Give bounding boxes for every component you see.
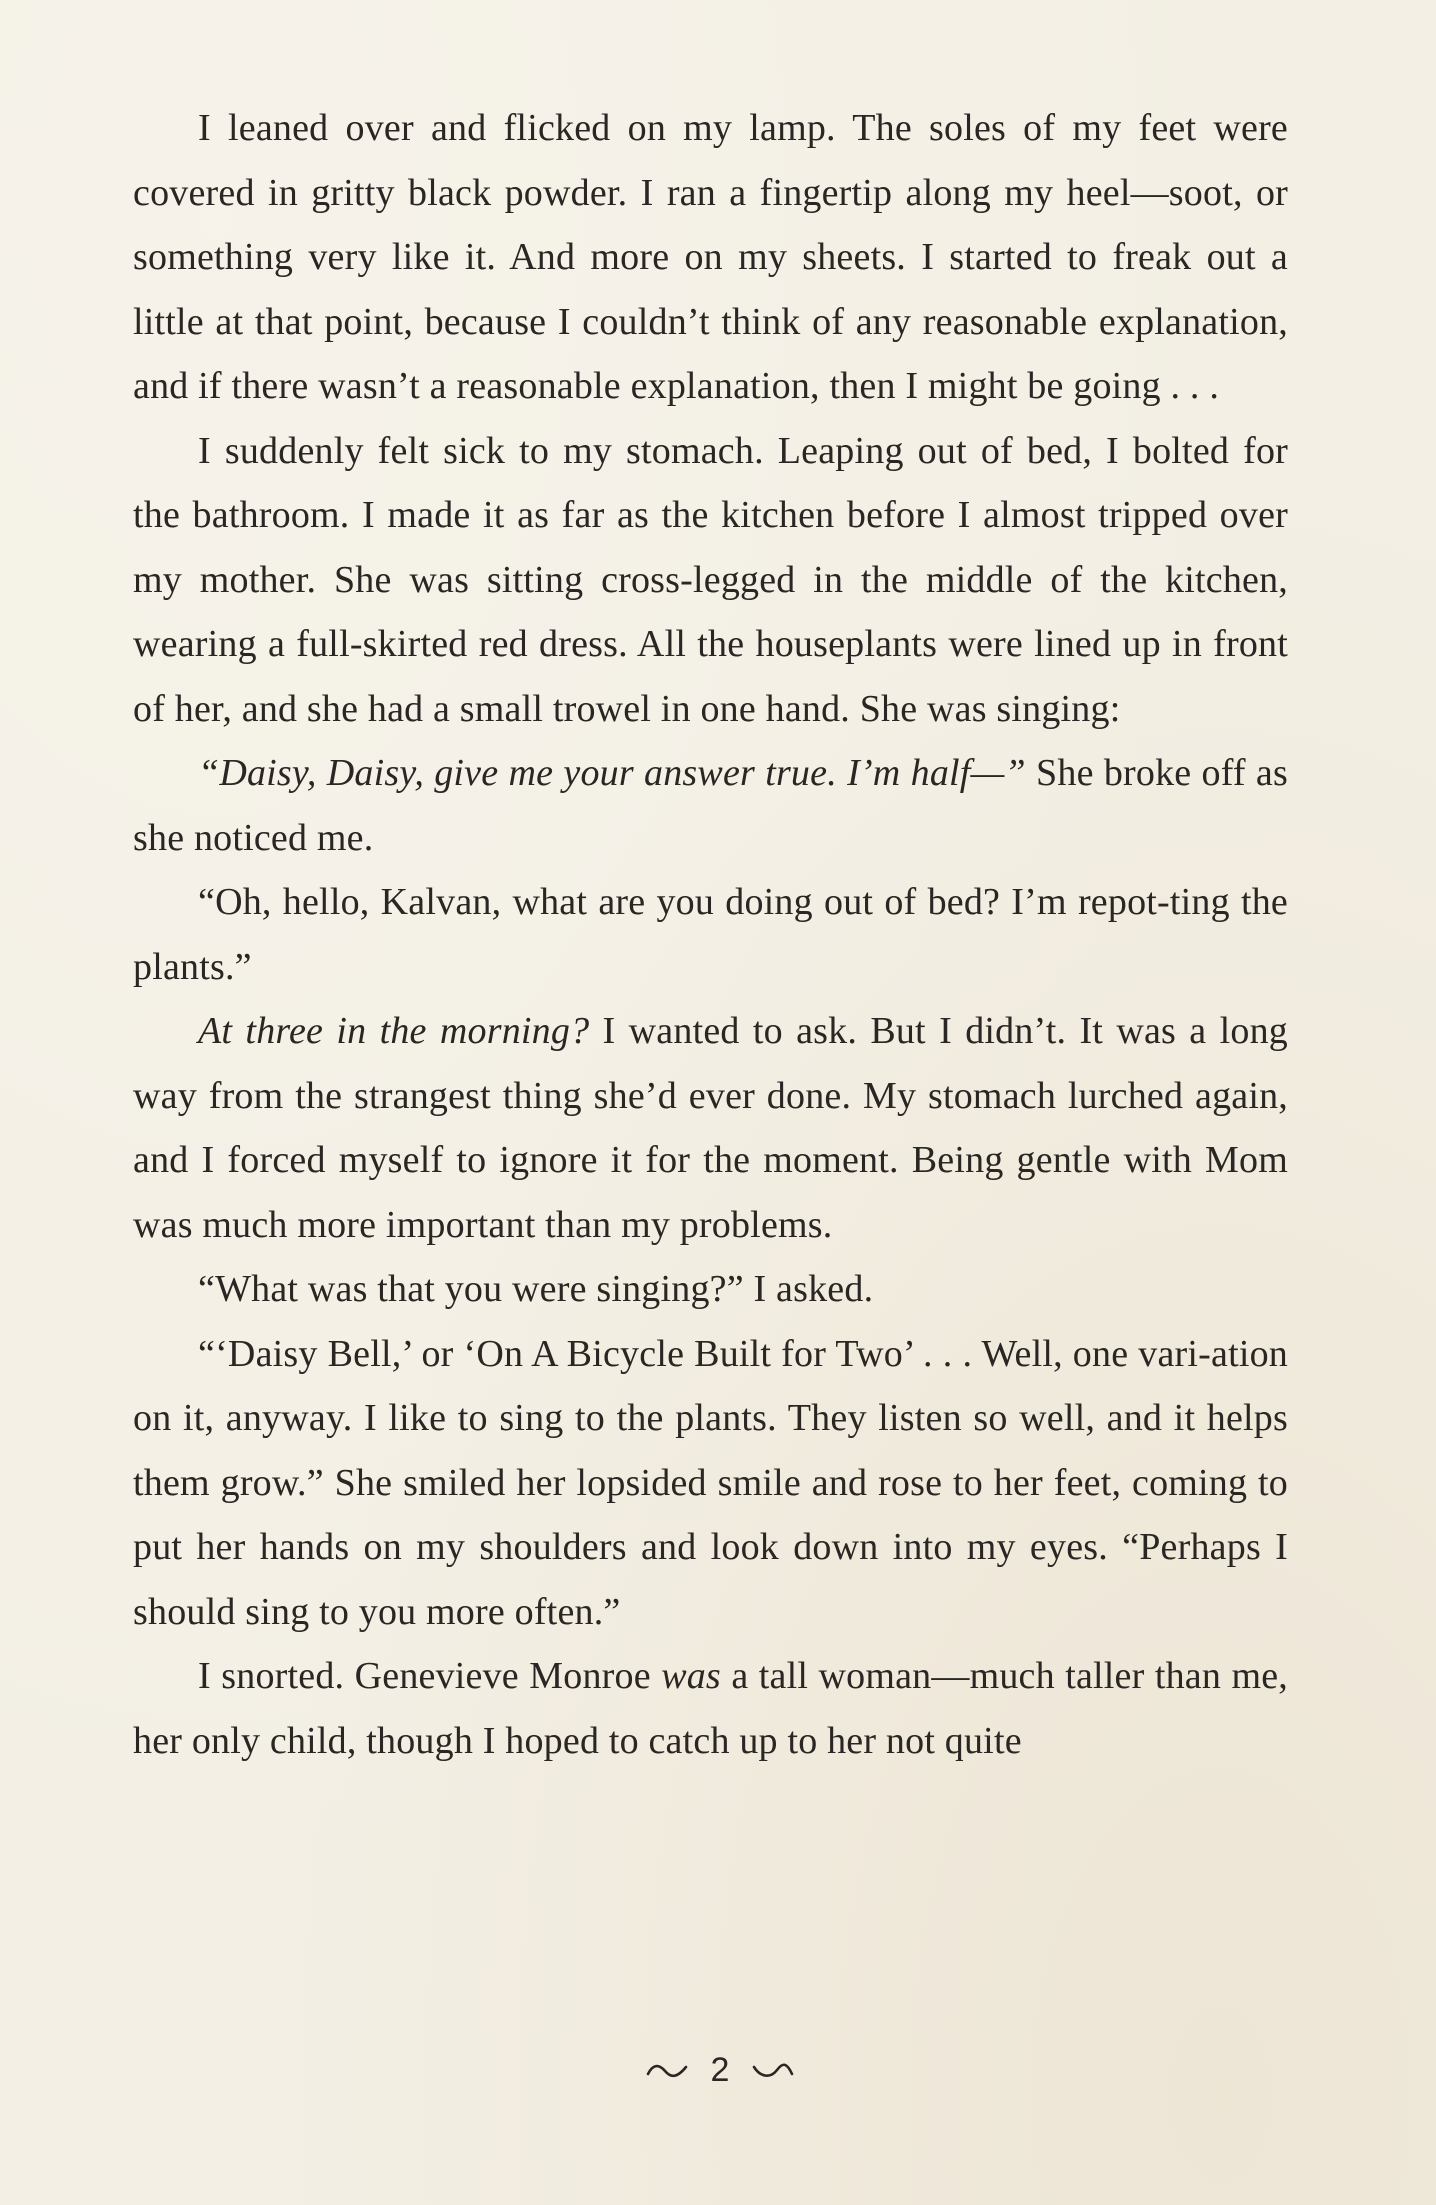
text-run: a tall woman—much taller than me, her only child, though I hoped to catch up to her not quite xyxy=(133,1655,1288,1762)
body-text xyxy=(133,96,1288,1773)
italic-text: “Daisy, Daisy, give me your answer true. I’m half—” xyxy=(198,752,1026,794)
text-run: “Oh, hello, Kalvan, what are you doing out of bed? I’m repot-ting the plants.” xyxy=(133,881,1288,988)
page-number: 2 xyxy=(710,2050,730,2089)
paragraph xyxy=(133,419,1288,742)
text-run: She broke off as she noticed me. xyxy=(133,752,1288,859)
paragraph xyxy=(133,741,1288,870)
page-folio xyxy=(600,2040,840,2100)
text-run: I snorted. Genevieve Monroe xyxy=(198,1655,662,1697)
paragraph xyxy=(133,870,1288,999)
tilde-swash-left-icon xyxy=(645,2058,689,2082)
italic-text: At three in the morning? xyxy=(198,1010,590,1052)
text-run: “What was that you were singing?” I asked. xyxy=(198,1268,874,1310)
tilde-swash-right-icon xyxy=(751,2058,795,2082)
text-run: “‘Daisy Bell,’ or ‘On A Bicycle Built for Two’ . . . Well, one vari-ation on it, anyway. I like to sing to the plants. They listen so well, and it helps them grow.” She smiled her lopsided smile and rose to her feet, coming to put her hands on my shoulders and look down into my eyes. “Perhaps I should sing to you more often.” xyxy=(133,1332,1288,1633)
text-run: I wanted to ask. But I didn’t. It was a long way from the strangest thing she’d ever done. My stomach lurched again, and I forced myself to ignore it for the moment. Being gentle with Mom was much more important than my problems. xyxy=(133,1010,1288,1246)
paragraph xyxy=(133,96,1288,419)
paragraph xyxy=(133,999,1288,1257)
paragraph xyxy=(133,1322,1288,1645)
paragraph xyxy=(133,1644,1288,1773)
italic-text: was xyxy=(661,1655,721,1697)
paragraph xyxy=(133,1257,1288,1322)
text-run: I suddenly felt sick to my stomach. Leaping out of bed, I bolted for the bathroom. I made it as far as the kitchen before I almost tripped over my mother. She was sitting cross-legged in the middle of the kitchen, wearing a full-skirted red dress. All the houseplants were lined up in front of her, and she had a small trowel in one hand. She was singing: xyxy=(133,429,1288,730)
text-run: I leaned over and flicked on my lamp. The soles of my feet were covered in gritty black powder. I ran a fingertip along my heel—soot, or something very like it. And more on my sheets. I started to freak out a little at that point, because I couldn’t think of any reasonable explanation, and if there wasn’t a reasonable explanation, then I might be going . . . xyxy=(133,107,1288,407)
